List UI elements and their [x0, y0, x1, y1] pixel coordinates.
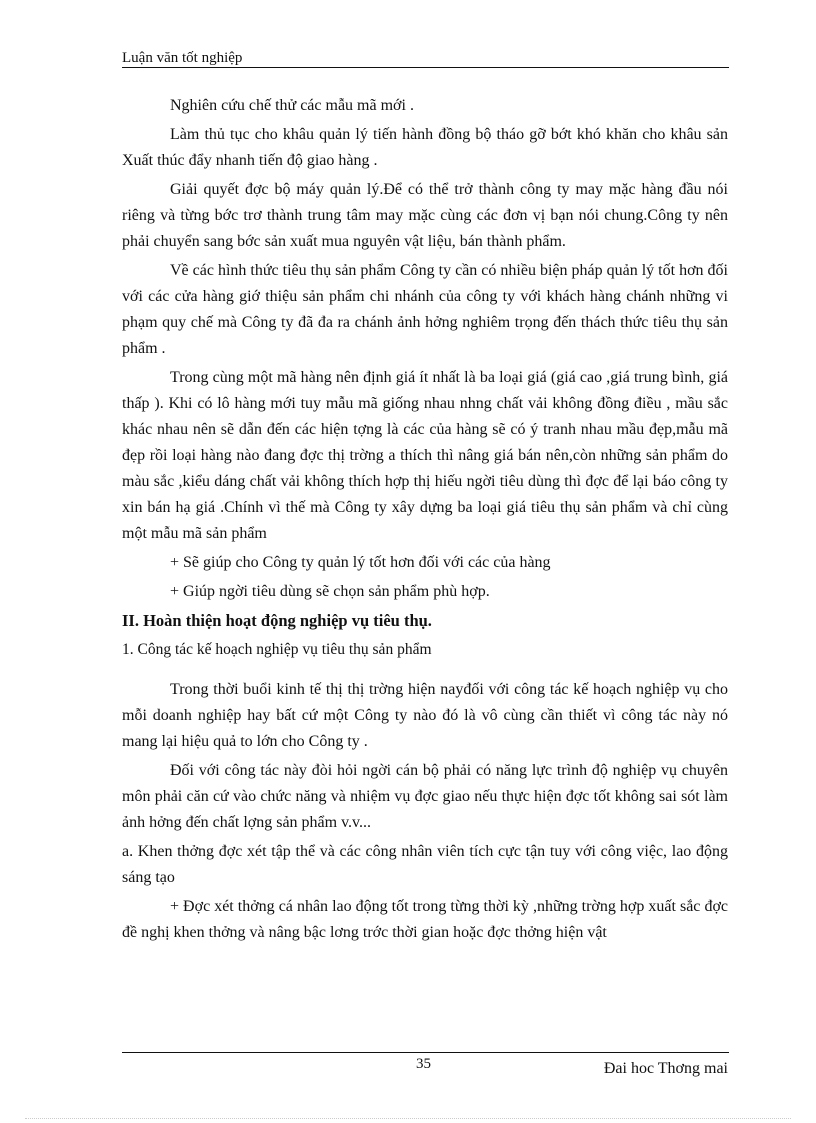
paragraph: + Đợc xét thởng cá nhân lao động tốt trong từng thời kỳ ,những trờng hợp xuất sắc đợc đề nghị khen thởng và nâng bậc lơng trớc thời gian hoặc đợc thởng hiện vật [122, 898, 728, 941]
header-title: Luận văn tốt nghiệp [122, 50, 243, 66]
paragraph: Nghiên cứu chế thử các mẫu mã mới . [170, 97, 414, 114]
page-content [122, 93, 728, 949]
header-rule [122, 67, 729, 68]
paragraph: Trong thời buổi kinh tế thị thị trờng hiện nayđối với công tác kế hoạch nghiệp vụ cho mỗi doanh nghiệp hay bất cứ một Công ty nào đó là vô cùng cần thiết vì công tác này nó mang lại hiệu quả to lớn cho Công ty . [122, 681, 728, 750]
bullet-item: + Sẽ giúp cho Công ty quản lý tốt hơn đối với các của hàng [170, 554, 551, 571]
page-edge-divider [25, 1118, 791, 1119]
footer-text: Đai hoc Thơng mai [603, 1060, 728, 1077]
paragraph: Làm thủ tục cho khâu quản lý tiến hành đồng bộ tháo gỡ bớt khó khăn cho khâu sản Xuất thúc đẩy nhanh tiến độ giao hàng . [122, 126, 728, 169]
paragraph: a. Khen thởng đợc xét tập thể và các công nhân viên tích cực tận tuy với công việc, lao động sáng tạo [122, 843, 728, 886]
footer-rule [122, 1052, 729, 1053]
section-heading: II. Hoàn thiện hoạt động nghiệp vụ tiêu thụ. [122, 611, 432, 630]
paragraph: Giải quyết đợc bộ máy quản lý.Để có thể trở thành công ty may mặc hàng đầu nói riêng và từng bớc trơ thành trung tâm may mặc cùng các đơn vị bạn nói chung.Công ty nên phải chuyển sang bớc sản xuất mua nguyên vật liệu, bán thành phẩm. [122, 181, 728, 250]
bullet-item: + Giúp ngời tiêu dùng sẽ chọn sản phẩm phù hợp. [170, 583, 490, 600]
subsection-heading: 1. Công tác kế hoạch nghiệp vụ tiêu thụ sản phẩm [122, 641, 432, 658]
paragraph: Về các hình thức tiêu thụ sản phẩm Công ty cần có nhiều biện pháp quản lý tốt hơn đối với các cửa hàng giớ thiệu sản phẩm chi nhánh của công ty với khách hàng chánh những vi phạm quy chế mà Công ty đã đa ra chánh ảnh hởng nghiêm trọng đến thách thức tiêu thụ sản phẩm . [122, 262, 728, 357]
paragraph: Đối với công tác này đòi hỏi ngời cán bộ phải có năng lực trình độ nghiệp vụ chuyên môn phải căn cứ vào chức năng và nhiệm vụ đợc giao nếu thực hiện đợc tốt không sai sót làm ảnh hởng đến chất lợng sản phẩm v.v... [122, 762, 728, 831]
page-number: 35 [416, 1056, 431, 1072]
paragraph: Trong cùng một mã hàng nên định giá ít nhất là ba loại giá (giá cao ,giá trung bình, giá thấp ). Khi có lô hàng mới tuy mẫu mã giống nhau nhng chất vải không đồng điều , mầu sắc khác nhau nên sẽ dẫn đến các hiện tợng là các của hàng sẽ có ý tranh nhau mầu đẹp,mẫu mã đẹp rồi loại hàng nào đang đợc thị trờng a thích thì nâng giá bán nên,còn những sản phẩm do màu sắc ,kiểu dáng chất vải không thích hợp thị hiếu ngời tiêu dùng thì đợc để lại báo công ty xin bán hạ giá .Chính vì thế mà Công ty xây dựng ba loại giá tiêu thụ sản phẩm và chỉ cùng một mẫu mã sản phẩm [122, 369, 728, 542]
